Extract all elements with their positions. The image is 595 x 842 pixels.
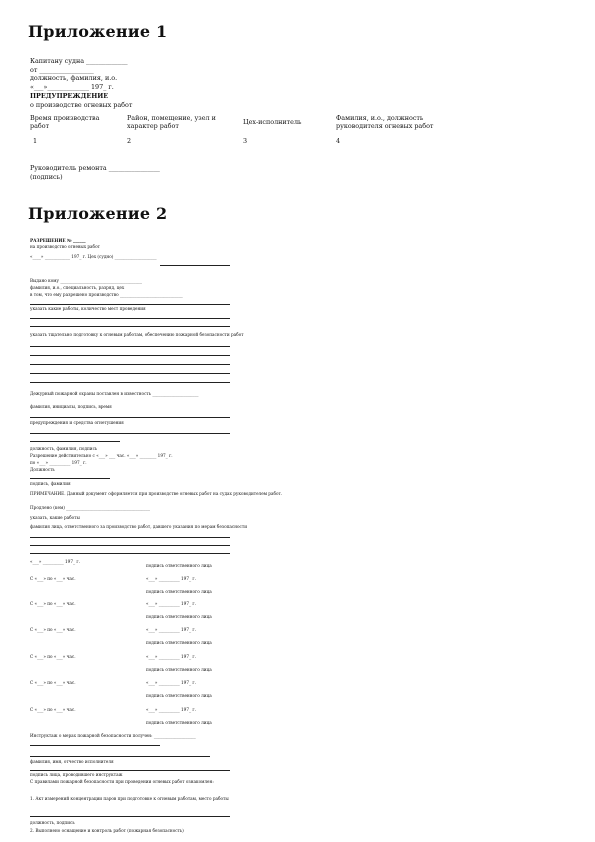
responsible-caption: фамилия лица, ответственного за производство работ, давшего указания по мерам безопасности	[30, 524, 247, 529]
rules-line: С правилами пожарной безопасности при проведении огневых работ ознакомлен:	[30, 779, 214, 784]
table-header-col2: Район, помещение, узел и характер работ	[127, 114, 216, 130]
blank-line	[30, 441, 120, 442]
blank-line	[30, 478, 110, 479]
appendix-2-title: Приложение 2	[28, 204, 168, 223]
extension-date-right: «___» __________ 197_ г.	[146, 707, 196, 712]
sign-caption-right: подпись ответственного лица	[146, 614, 212, 619]
blank-line	[30, 318, 230, 319]
executor-caption: фамилия, имя, отчество исполнителя	[30, 759, 114, 764]
sign-caption: подпись, фамилия	[30, 481, 71, 486]
valid-to-line: по «___» __________ 197_ г.	[30, 460, 87, 465]
permit-subheading: на производство огневых работ	[30, 244, 100, 249]
position-label: Должность	[30, 467, 55, 472]
blank-line	[30, 756, 210, 757]
blank-line	[30, 382, 230, 383]
position-caption: должность, фамилия, и.о.	[30, 74, 118, 82]
note-text: ПРИМЕЧАНИЕ. Данный документ оформляется при производстве огневых работ на судах руководителем работ.	[30, 491, 283, 496]
instruction-line: Инструктаж о мерах пожарной безопасности получен: ____________________	[30, 733, 196, 738]
sign-caption-right: подпись ответственного лица	[146, 720, 212, 725]
position-sign-caption: должность, фамилия, подпись	[30, 446, 98, 451]
from-line: от _________________	[30, 66, 94, 74]
item-2-line: 2. Выполнено оснащение и контроль работ (пожарная безопасность)	[30, 828, 184, 833]
blank-line	[30, 770, 230, 771]
extension-date-right: «___» __________ 197_ г.	[146, 627, 196, 632]
blank-line	[30, 304, 230, 305]
permitted-work-line: в том, что ему разрешено производство ______________________________	[30, 292, 183, 297]
sign-caption-right: подпись ответственного лица	[146, 589, 212, 594]
notice-subheading: о производстве огневых работ	[30, 101, 133, 109]
table-col-number: 3	[243, 137, 248, 145]
extension-date-right: «___» __________ 197_ г.	[146, 654, 196, 659]
work-caption: указать какие работы, количество мест проведения	[30, 306, 146, 311]
appendix-1-title: Приложение 1	[28, 22, 168, 41]
permit-heading: РАЗРЕШЕНИЕ № ______	[30, 238, 86, 243]
means-caption: предупреждения и средства огнетушения	[30, 420, 124, 425]
position-sign-caption-2: должность, подпись	[30, 820, 75, 825]
to-chief-line: Капитану судна _____________	[30, 57, 128, 65]
table-header-col4: Фамилия, и.о., должность руководителя огневых работ	[336, 114, 434, 130]
blank-line	[30, 364, 230, 365]
extension-date-right: «___» __________ 197_ г.	[146, 576, 196, 581]
from-to-hours: С «___» по «___» час.	[30, 680, 76, 685]
from-to-hours: С «___» по «___» час.	[30, 576, 76, 581]
valid-from-line: Разрешение действительно с «___» ___ час. «___» ________ 197_ г.	[30, 453, 173, 458]
blank-line	[30, 745, 160, 746]
extended-line: Продлено (кем) ________________________________________	[30, 505, 150, 510]
act-line: 1. Акт измерений концентрации паров при подготовке к огневым работам, место работы	[30, 796, 229, 801]
extension-date-right: «___» __________ 197_ г.	[146, 680, 196, 685]
blank-line	[30, 373, 230, 374]
sign-caption-right: подпись ответственного лица	[146, 563, 212, 568]
sign-caption-right: подпись ответственного лица	[146, 693, 212, 698]
signature-caption: (подпись)	[30, 173, 63, 181]
date-line: «___»_____________ 197_ г.	[30, 83, 114, 91]
blank-line	[30, 433, 230, 434]
table-col-number: 4	[336, 137, 341, 145]
sign-caption-right: подпись ответственного лица	[146, 667, 212, 672]
blank-line	[30, 346, 230, 347]
permit-date-line: «____» ____________ 197_ г. Цех (судно) ____________________	[30, 254, 157, 259]
issued-to-caption: фамилия, и.о., специальность, разряд, цех	[30, 285, 125, 290]
from-to-hours: С «___» по «___» час.	[30, 601, 76, 606]
instructor-caption: подпись лица, проводившего инструктаж	[30, 772, 123, 777]
blank-line	[30, 816, 230, 817]
blank-line	[160, 265, 230, 266]
fire-guard-caption: фамилия, инициалы, подпись, время	[30, 404, 112, 409]
notice-heading: ПРЕДУПРЕЖДЕНИЕ	[30, 92, 109, 100]
blank-line	[30, 545, 230, 546]
fire-guard-line: Дежурный пожарной охраны поставлен в известность ______________________	[30, 391, 199, 396]
from-to-hours: С «___» по «___» час.	[30, 654, 76, 659]
blank-line	[30, 553, 230, 554]
repair-head-line: Руководитель ремонта ________________	[30, 164, 160, 172]
from-to-hours: С «___» по «___» час.	[30, 627, 76, 632]
blank-line	[30, 326, 230, 327]
blank-line	[30, 417, 230, 418]
table-col-number: 2	[127, 137, 132, 145]
extension-date-right: «___» __________ 197_ г.	[146, 601, 196, 606]
issued-to-line: Выдано кому _______________________________________	[30, 278, 142, 283]
table-header-col3: Цех-исполнитель	[243, 118, 302, 126]
from-to-hours: С «___» по «___» час.	[30, 707, 76, 712]
table-col-number: 1	[33, 137, 38, 145]
extension-date: «___» __________ 197_ г.	[30, 559, 80, 564]
blank-line	[30, 355, 230, 356]
sign-caption-right: подпись ответственного лица	[146, 640, 212, 645]
blank-line	[30, 537, 230, 538]
preparation-caption: указать тщательно подготовку к огневым работам, обеспечению пожарной безопасности работ	[30, 332, 244, 337]
extended-caption: указать, какие работы	[30, 515, 80, 520]
table-header-col1: Время производства работ	[30, 114, 100, 130]
